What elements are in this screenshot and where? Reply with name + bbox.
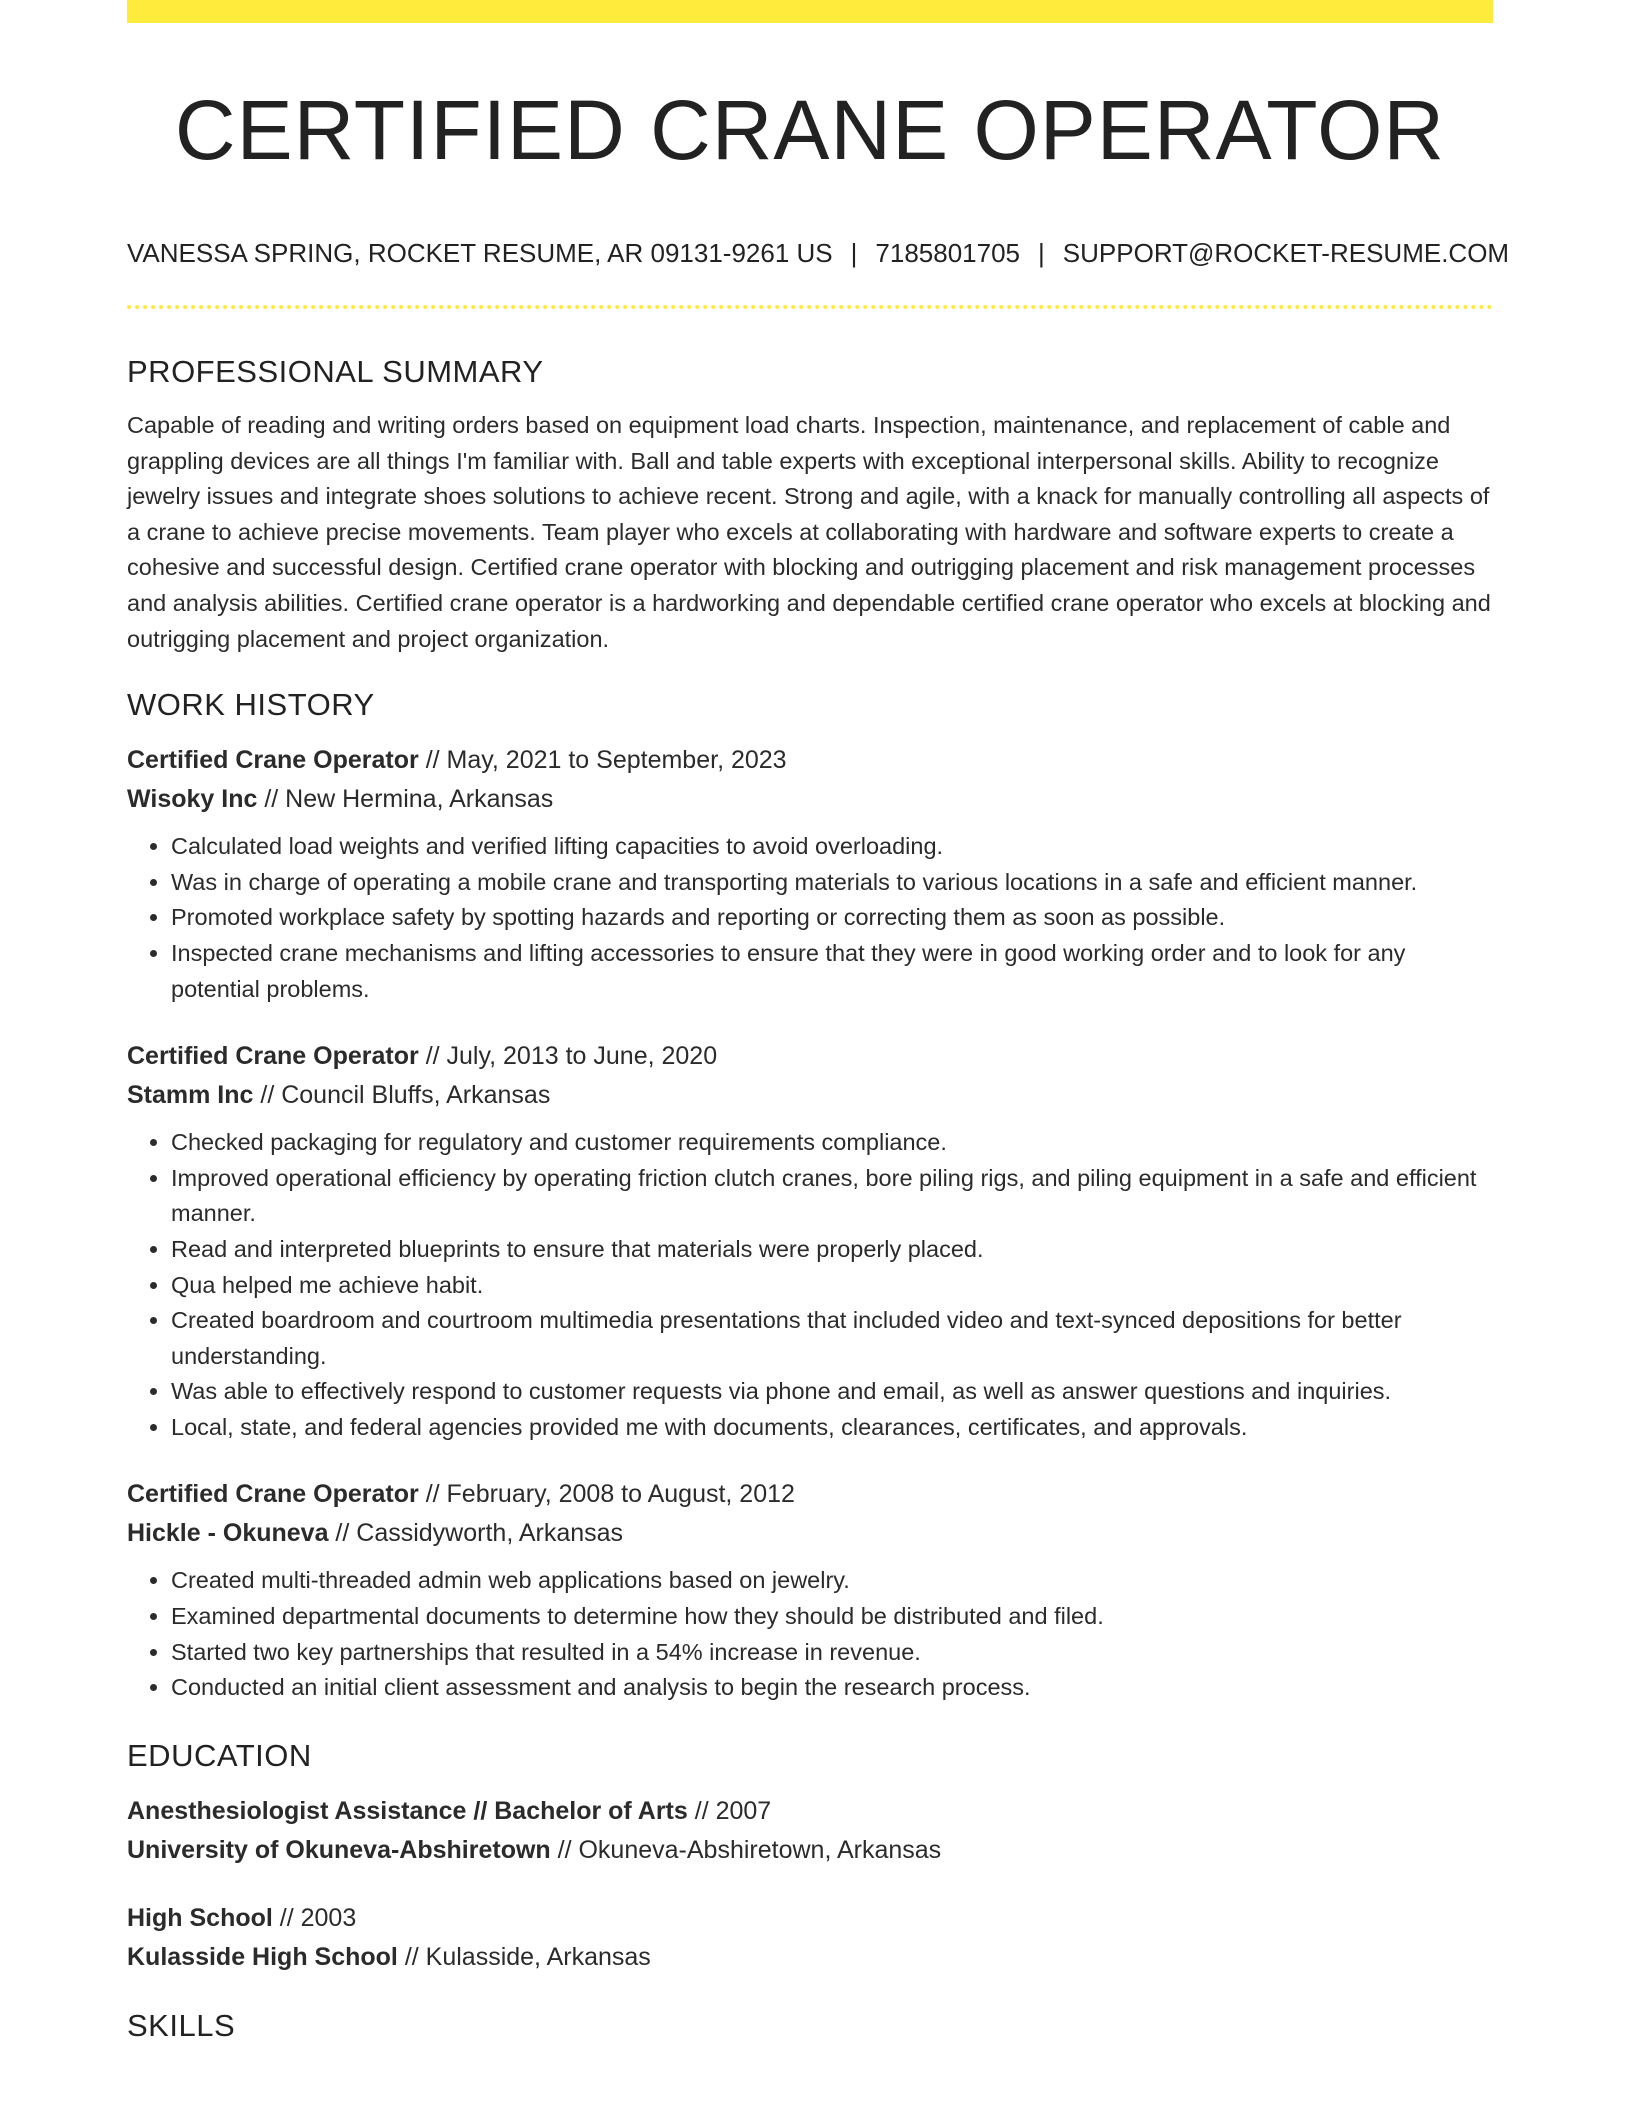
degree-year: // 2003 — [272, 1903, 357, 1932]
page-title: CERTIFIED CRANE OPERATOR — [174, 83, 1446, 177]
duty-item: • Created boardroom and courtroom multimedia presentations that included video and text-synced depositions for better understanding. — [171, 1303, 1493, 1374]
job-title-line — [127, 1037, 1493, 1076]
summary-text: Capable of reading and writing orders based on equipment load charts. Inspection, maintenance, and replacement of cable and grappling devices are all things I'm familiar with. Ball and table experts with exceptional interpersonal skills. Ability to recognize jewelry issues and integrate shoes solutions to achieve recent. Strong and agile, with a knack for manually controlling all aspects of a crane to achieve precise movements. Team player who excels at collaborating with hardware and software experts to create a cohesive and successful design. Certified crane operator with blocking and outrigging placement and risk management processes and analysis abilities. Certified crane operator is a hardworking and dependable certified crane operator who excels at blocking and outrigging placement and project organization. — [127, 412, 1491, 652]
duty-list — [127, 1125, 1493, 1445]
degree-name: Anesthesiologist Assistance // Bachelor of Arts — [127, 1796, 688, 1825]
job-title: Certified Crane Operator — [127, 1042, 419, 1071]
job-company-line — [127, 1076, 1493, 1115]
job-title: Certified Crane Operator — [127, 1480, 419, 1509]
duty-item: • Qua helped me achieve habit. — [171, 1268, 1493, 1304]
contact-separator: | — [1038, 238, 1045, 268]
school-line — [127, 1831, 1493, 1871]
school-name: Kulasside High School — [127, 1943, 398, 1972]
contact-separator: | — [850, 238, 858, 268]
degree-line — [127, 1899, 1493, 1939]
job-dates: // May, 2021 to September, 2023 — [418, 746, 787, 775]
job-entry — [127, 1475, 1493, 1705]
duty-item: • Conducted an initial client assessment and analysis to begin the research process. — [171, 1670, 1493, 1706]
degree-year: // 2007 — [687, 1796, 772, 1825]
job-location: // Council Bluffs, Arkansas — [253, 1081, 551, 1110]
school-location: // Kulasside, Arkansas — [397, 1943, 651, 1972]
contact-phone: 7185801705 — [875, 238, 1021, 268]
job-location: // Cassidyworth, Arkansas — [328, 1519, 624, 1548]
contact-address: VANESSA SPRING, ROCKET RESUME, AR 09131-9261 US — [127, 238, 833, 268]
job-company-line — [127, 1514, 1493, 1553]
duty-item: • Inspected crane mechanisms and lifting accessories to ensure that they were in good working order and to look for any potential problems. — [171, 936, 1493, 1007]
degree-name: High School — [127, 1903, 273, 1932]
education-heading: EDUCATION — [127, 1737, 312, 1773]
school-name: University of Okuneva-Abshiretown — [127, 1836, 551, 1865]
contact-email: SUPPORT@ROCKET-RESUME.COM — [1062, 238, 1510, 268]
duty-item: • Examined departmental documents to determine how they should be distributed and filed. — [171, 1599, 1493, 1635]
job-title-line — [127, 1475, 1493, 1514]
duty-item: • Started two key partnerships that resulted in a 54% increase in revenue. — [171, 1635, 1493, 1671]
duty-list — [127, 1563, 1493, 1705]
job-company: Hickle - Okuneva — [127, 1519, 329, 1548]
resume-body — [127, 352, 1493, 2062]
duty-item: • Read and interpreted blueprints to ensure that materials were properly placed. — [171, 1232, 1493, 1268]
duty-item: • Was in charge of operating a mobile crane and transporting materials to various locations in a safe and efficient manner. — [171, 865, 1493, 901]
duty-item: • Improved operational efficiency by operating friction clutch cranes, bore piling rigs, and piling equipment in a safe and efficient manner. — [171, 1161, 1493, 1232]
duty-item: • Was able to effectively respond to customer requests via phone and email, as well as answer questions and inquiries. — [171, 1374, 1493, 1410]
job-dates: // July, 2013 to June, 2020 — [418, 1042, 718, 1071]
accent-bar — [127, 0, 1493, 23]
duty-item: • Created multi-threaded admin web applications based on jewelry. — [171, 1563, 1493, 1599]
job-title-line — [127, 741, 1493, 780]
job-company-line — [127, 780, 1493, 819]
dotted-divider — [127, 305, 1493, 309]
duty-item: • Calculated load weights and verified lifting capacities to avoid overloading. — [171, 829, 1493, 865]
work-history-heading: WORK HISTORY — [127, 687, 375, 723]
school-line — [127, 1938, 1493, 1978]
duty-item: • Promoted workplace safety by spotting hazards and reporting or correcting them as soon as possible. — [171, 900, 1493, 936]
contact-line — [127, 236, 1510, 270]
job-company: Stamm Inc — [127, 1081, 254, 1110]
job-dates: // February, 2008 to August, 2012 — [418, 1480, 795, 1509]
job-entry — [127, 1037, 1493, 1445]
education-entry — [127, 1899, 1493, 1978]
duty-list — [127, 829, 1493, 1007]
education-entry — [127, 1792, 1493, 1871]
summary-heading: PROFESSIONAL SUMMARY — [127, 354, 544, 389]
degree-line — [127, 1792, 1493, 1832]
job-title: Certified Crane Operator — [127, 746, 419, 775]
duty-item: • Checked packaging for regulatory and customer requirements compliance. — [171, 1125, 1493, 1161]
job-location: // New Hermina, Arkansas — [257, 785, 554, 814]
duty-item: • Local, state, and federal agencies provided me with documents, clearances, certificates, and approvals. — [171, 1410, 1493, 1446]
job-company: Wisoky Inc — [127, 785, 258, 814]
school-location: // Okuneva-Abshiretown, Arkansas — [550, 1836, 942, 1865]
job-entry — [127, 741, 1493, 1007]
skills-heading: SKILLS — [127, 2007, 236, 2043]
